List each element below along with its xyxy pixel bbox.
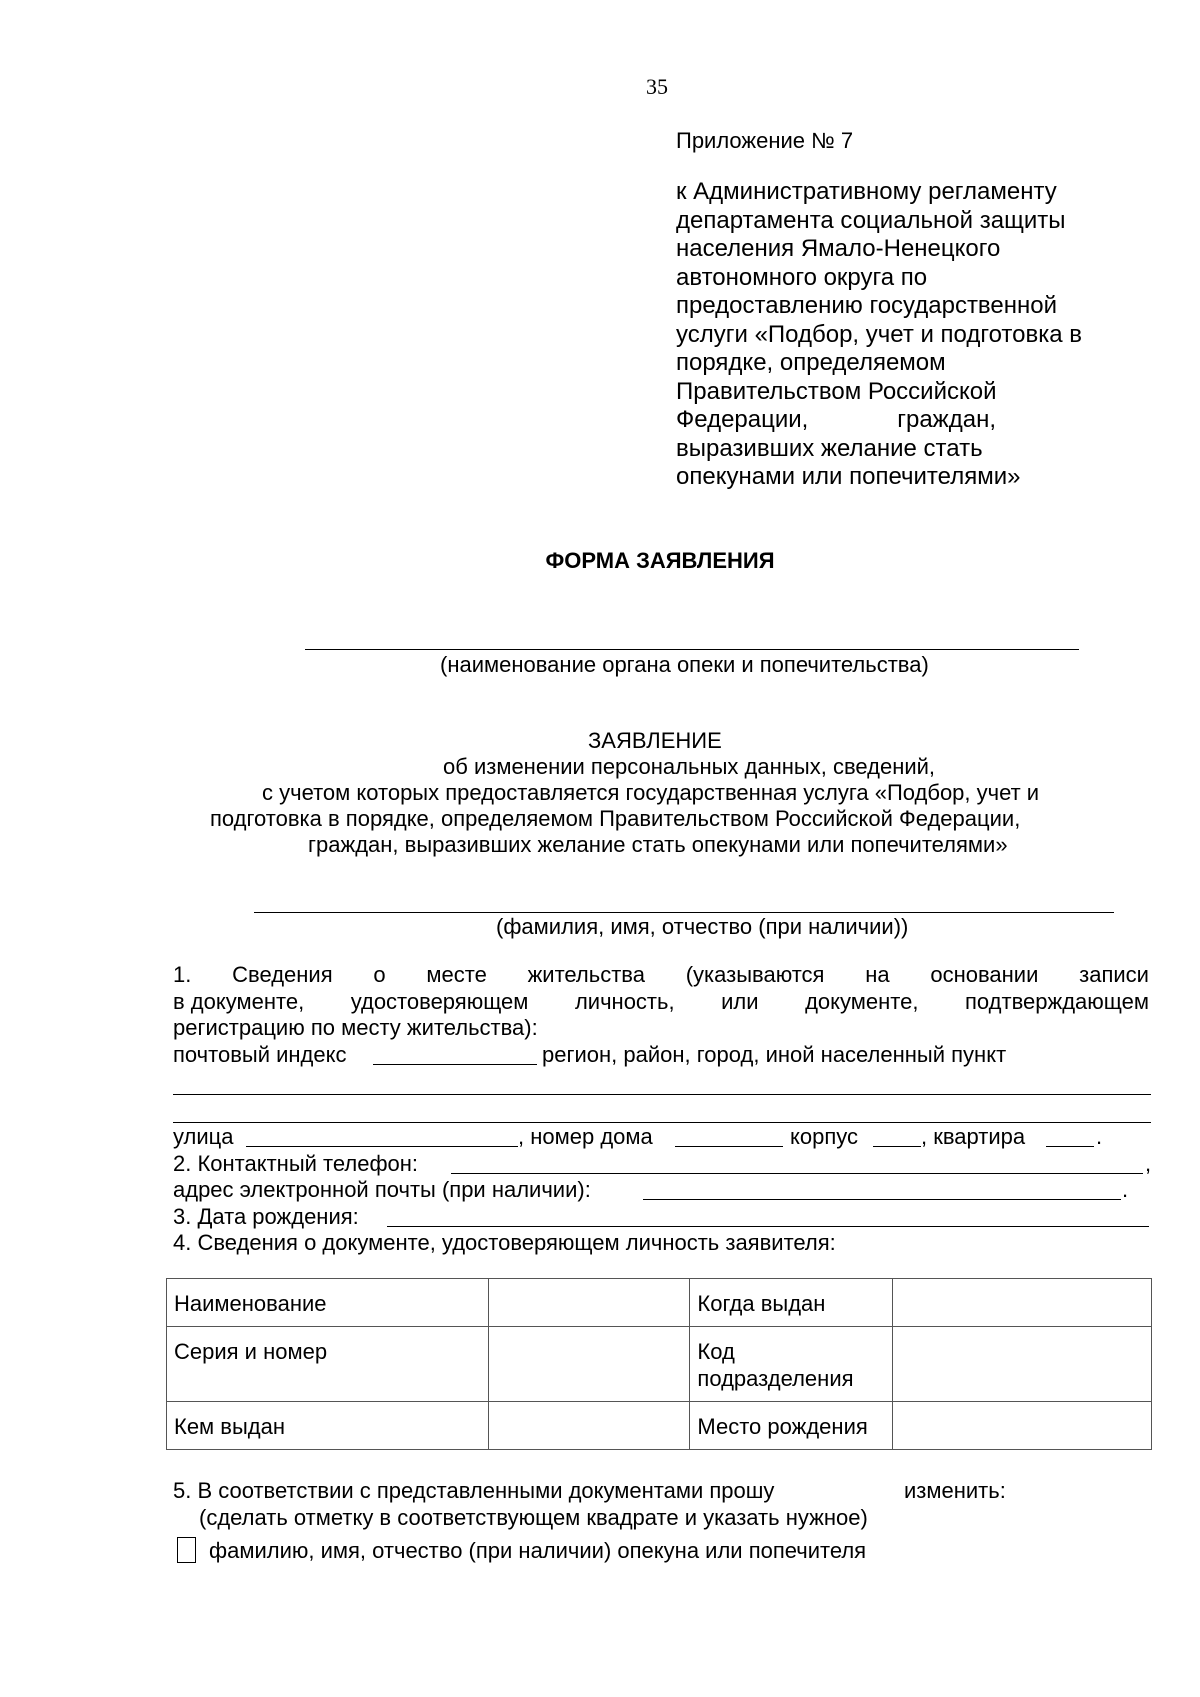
annex-line: услуги «Подбор, учет и подготовка в bbox=[676, 320, 1083, 348]
word: жительства bbox=[527, 962, 645, 987]
postal-code-label: почтовый индекс bbox=[173, 1041, 347, 1067]
postal-code-field[interactable] bbox=[373, 1064, 537, 1065]
annex-line: опекунами или попечителями» bbox=[676, 463, 1021, 490]
word: подтверждающем bbox=[964, 988, 1149, 1014]
word: (указываются bbox=[685, 962, 825, 987]
word: или bbox=[721, 988, 759, 1014]
word: в документе, bbox=[173, 988, 305, 1014]
section-1-line bbox=[173, 989, 1149, 1016]
word: Сведения bbox=[232, 962, 333, 987]
locality-field-line-1[interactable] bbox=[173, 1094, 1151, 1095]
section-1 bbox=[173, 962, 1149, 1068]
word: личность, bbox=[574, 988, 675, 1014]
phone-end: , bbox=[1145, 1150, 1152, 1176]
section-1-line bbox=[173, 962, 1149, 989]
table-value-cell[interactable] bbox=[488, 1402, 690, 1450]
phone-label: 2. Контактный телефон: bbox=[173, 1150, 419, 1176]
street-field[interactable] bbox=[246, 1146, 518, 1147]
word: записи bbox=[1079, 962, 1149, 987]
page-number: 35 bbox=[646, 74, 668, 99]
section-1-line: регистрацию по месту жительства): bbox=[173, 1015, 538, 1040]
birth-date-field[interactable] bbox=[387, 1226, 1149, 1227]
form-title: ФОРМА ЗАЯВЛЕНИЯ bbox=[545, 548, 775, 573]
option-fio-label: фамилию, имя, отчество (при наличии) опекуна или попечителя bbox=[209, 1538, 867, 1563]
address-block bbox=[173, 1124, 1152, 1257]
street-row bbox=[173, 1124, 1149, 1151]
locality-label: регион, район, город, иной населенный пункт bbox=[542, 1041, 1007, 1067]
section-4-label: 4. Сведения о документе, удостоверяющем личность заявителя: bbox=[173, 1230, 836, 1255]
word: основании bbox=[930, 962, 1039, 987]
section-5-word: изменить: bbox=[904, 1478, 1006, 1503]
street-label: улица bbox=[173, 1124, 234, 1149]
apartment-field[interactable] bbox=[1046, 1146, 1094, 1147]
email-end: . bbox=[1122, 1177, 1129, 1202]
locality-field-line-2[interactable] bbox=[173, 1122, 1151, 1123]
word: месте bbox=[426, 962, 487, 987]
table-value-cell[interactable] bbox=[488, 1327, 690, 1402]
statement-heading: ЗАЯВЛЕНИЕ bbox=[588, 728, 722, 753]
table-row bbox=[167, 1327, 1152, 1402]
word: на bbox=[865, 962, 890, 987]
birth-date-label: 3. Дата рождения: bbox=[173, 1203, 359, 1229]
birth-row bbox=[173, 1204, 1149, 1231]
statement-line: с учетом которых предоставляется государственная услуга «Подбор, учет и bbox=[262, 780, 1040, 805]
table-value-cell[interactable] bbox=[893, 1402, 1152, 1450]
table-value-cell[interactable] bbox=[893, 1279, 1152, 1327]
building-field[interactable] bbox=[873, 1146, 921, 1147]
word: удостоверяющем bbox=[350, 988, 529, 1014]
email-label: адрес электронной почты (при наличии): bbox=[173, 1177, 591, 1202]
apartment-label: , квартира bbox=[921, 1124, 1026, 1149]
annex-line bbox=[676, 406, 996, 435]
word: документе, bbox=[805, 988, 919, 1014]
email-field[interactable] bbox=[643, 1199, 1121, 1200]
section-5-hint: (сделать отметку в соответствующем квадрате и указать нужное) bbox=[199, 1505, 868, 1530]
table-label-cell: Наименование bbox=[167, 1279, 489, 1327]
section-4-row bbox=[173, 1230, 1149, 1257]
fio-caption: (фамилия, имя, отчество (при наличии)) bbox=[496, 914, 909, 939]
statement-line: об изменении персональных данных, сведений, bbox=[443, 754, 936, 779]
annex-text bbox=[676, 178, 1146, 492]
table-label-cell: Код подразделения bbox=[690, 1327, 893, 1402]
id-document-table bbox=[166, 1278, 1152, 1450]
postal-row bbox=[173, 1042, 1149, 1069]
annex-line: департамента социальной защиты bbox=[676, 206, 1066, 234]
table-value-cell[interactable] bbox=[488, 1279, 690, 1327]
house-label: , номер дома bbox=[518, 1124, 653, 1149]
table-label-cell: Когда выдан bbox=[690, 1279, 893, 1327]
phone-row bbox=[173, 1150, 1152, 1178]
phone-field[interactable] bbox=[451, 1173, 1143, 1174]
annex-line: выразивших желание стать bbox=[676, 434, 983, 462]
annex-line: к Административному регламенту bbox=[676, 178, 1057, 205]
authority-caption: (наименование органа опеки и попечительства) bbox=[440, 652, 929, 677]
annex-title: Приложение № 7 bbox=[676, 128, 854, 153]
table-label-cell: Место рождения bbox=[690, 1402, 893, 1450]
annex-line: предоставлению государственной bbox=[676, 292, 1058, 319]
statement-line: подготовка в порядке, определяемом Правительством Российской Федерации, bbox=[210, 806, 1021, 831]
table-row bbox=[167, 1402, 1152, 1450]
fio-line[interactable] bbox=[254, 912, 1114, 913]
word: о bbox=[373, 962, 386, 987]
table-label-cell: Серия и номер bbox=[167, 1327, 489, 1402]
building-label: корпус bbox=[790, 1124, 859, 1149]
annex-word: Федерации, bbox=[676, 406, 809, 433]
table-value-cell[interactable] bbox=[893, 1327, 1152, 1402]
house-field[interactable] bbox=[675, 1146, 783, 1147]
authority-name-line[interactable] bbox=[305, 649, 1079, 650]
annex-line: населения Ямало-Ненецкого bbox=[676, 235, 1001, 262]
annex-line: автономного округа по bbox=[676, 263, 928, 291]
checkbox-fio[interactable] bbox=[177, 1537, 196, 1563]
statement-line: граждан, выразивших желание стать опекунами или попечителями» bbox=[308, 832, 1008, 857]
end-period: . bbox=[1096, 1124, 1103, 1149]
word: 1. bbox=[173, 962, 192, 987]
section-5-line: 5. В соответствии с представленными документами прошу bbox=[173, 1478, 775, 1503]
email-row bbox=[173, 1177, 1149, 1204]
annex-line: Правительством Российской bbox=[676, 377, 997, 405]
table-row bbox=[167, 1279, 1152, 1327]
table-label-cell: Кем выдан bbox=[167, 1402, 489, 1450]
annex-line: порядке, определяемом bbox=[676, 349, 946, 376]
annex-word: граждан, bbox=[897, 406, 996, 433]
